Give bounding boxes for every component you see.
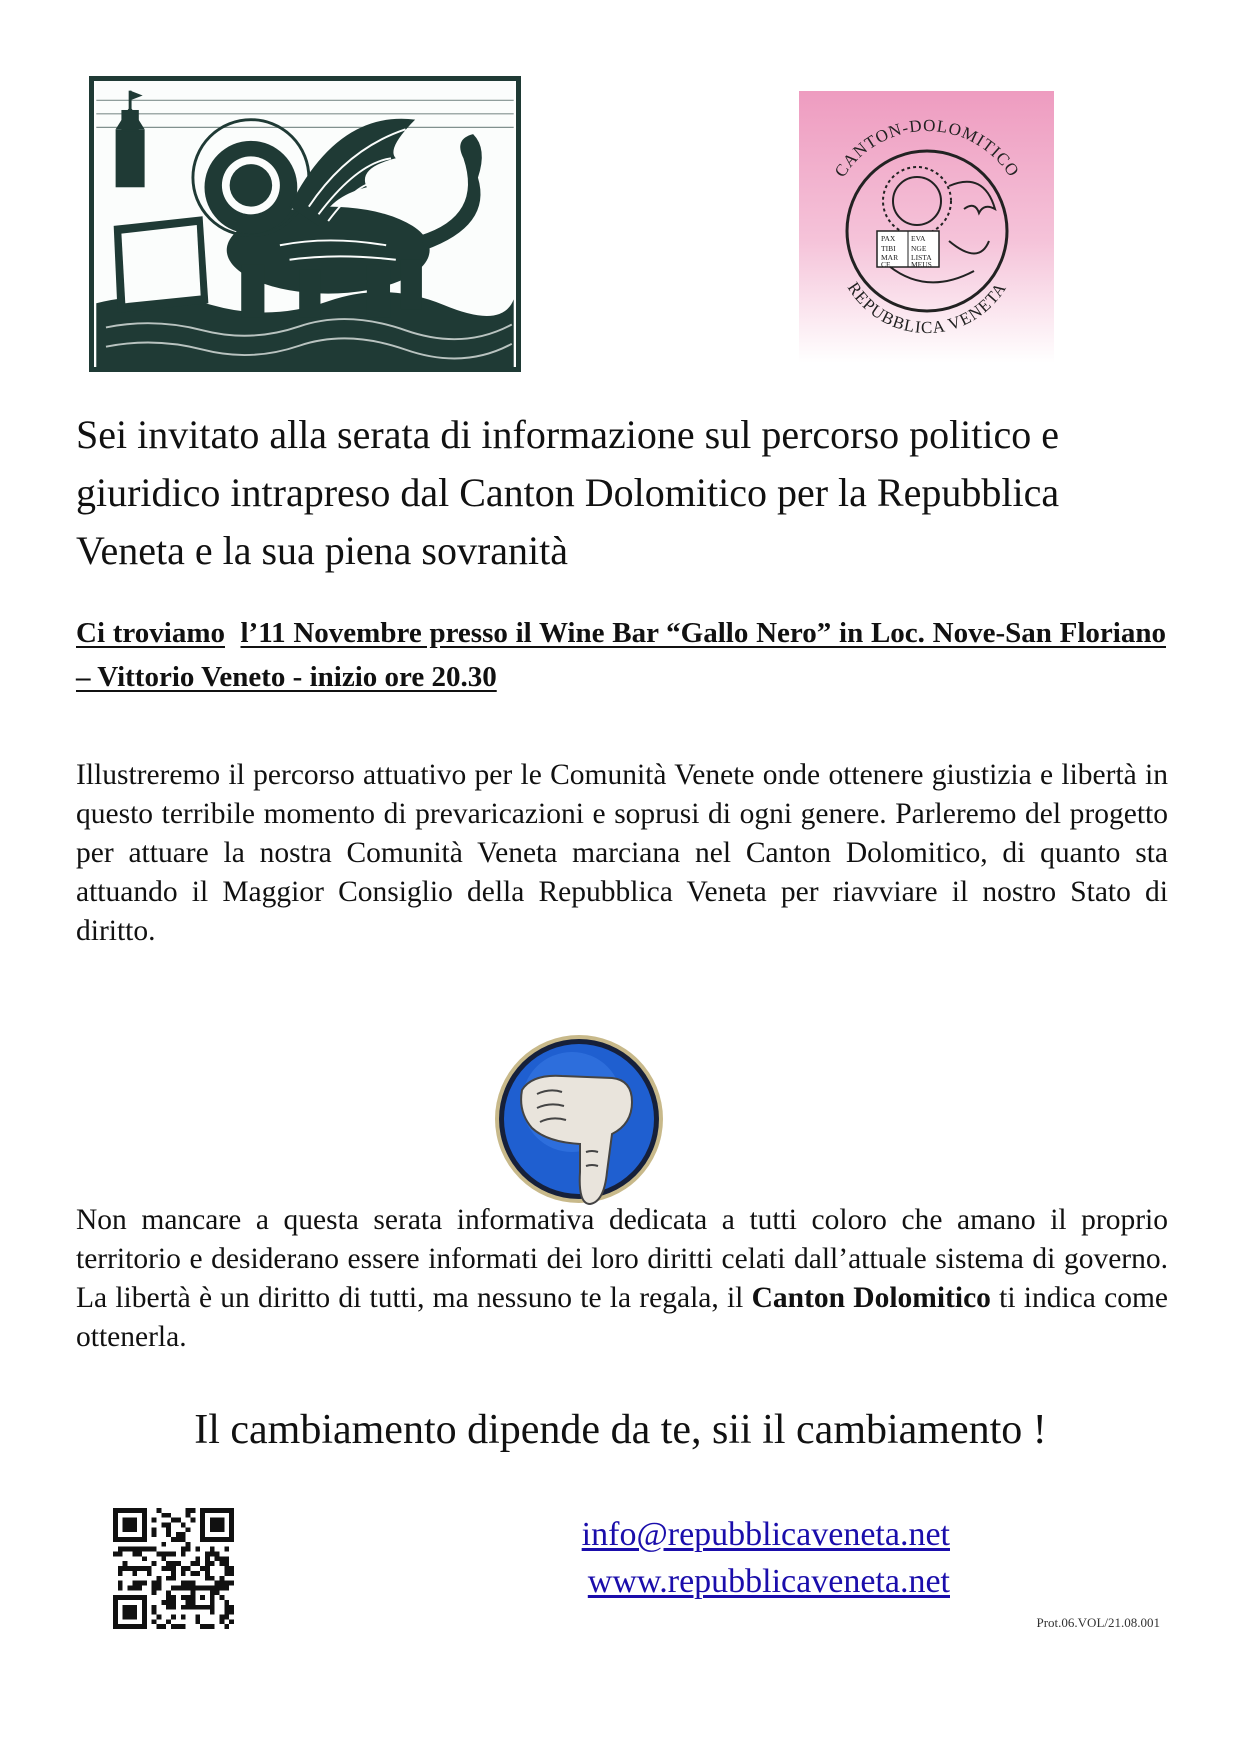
- svg-text:MEUS: MEUS: [911, 260, 932, 269]
- svg-text:EVA: EVA: [911, 234, 926, 243]
- email-link[interactable]: info@repubblicaveneta.net: [581, 1516, 950, 1553]
- cta-text-after: ti indica come ottenerla.: [76, 1282, 1168, 1353]
- meeting-details: [76, 611, 1166, 699]
- winged-lion-woodcut: [89, 76, 521, 372]
- canton-dolomitico-seal-icon: [799, 91, 1054, 363]
- svg-text:TIBI: TIBI: [881, 244, 896, 253]
- svg-text:REPUBBLICA VENETA: REPUBBLICA VENETA: [843, 278, 1011, 338]
- svg-text:LISTA: LISTA: [911, 253, 932, 262]
- qr-code-icon: [113, 1508, 234, 1629]
- winged-lion-of-saint-mark-icon: [94, 81, 516, 367]
- cta-text-before: Non mancare a questa serata informativa dedicata a tutti coloro che amano il proprio territorio e desiderano essere informati dei loro diritti celati dall’attuale sistema di governo. La libertà è un diritto di tutti, ma nessuno te la regala, il: [76, 1204, 1168, 1314]
- pointing-finger-badge: [492, 1032, 666, 1210]
- call-to-action-paragraph: [76, 1201, 1168, 1357]
- protocol-number: Prot.06.VOL/21.08.001: [1036, 1615, 1160, 1630]
- intro-paragraph: Sei invitato alla serata di informazione sul percorso politico e giuridico intrapreso dal Canton Dolomitico per la Repubblica Veneta e la sua piena sovranità: [76, 412, 1060, 573]
- qr-code[interactable]: [113, 1508, 234, 1629]
- canton-dolomitico-seal: [799, 91, 1054, 363]
- svg-text:CANTON-DOLOMITICO: CANTON-DOLOMITICO: [830, 115, 1024, 181]
- slogan: Il cambiamento dipende da te, sii il cambiamento !: [194, 1407, 1047, 1453]
- website-link[interactable]: www.repubblicaveneta.net: [587, 1563, 950, 1600]
- description-paragraph: Illustreremo il percorso attuativo per le Comunità Venete onde ottenere giustizia e libertà in questo terribile momento di prevaricazioni e soprusi di ogni genere. Parleremo del progetto per attuare la nostra Comunità Veneta marciana nel Canton Dolomitico, di quanto sta attuando il Maggior Consiglio della Repubblica Veneta per riavviare il nostro Stato di diritto.: [76, 759, 1168, 947]
- pointing-finger-icon: [492, 1032, 666, 1210]
- svg-text:PAX: PAX: [881, 234, 896, 243]
- svg-text:MAR: MAR: [881, 253, 899, 262]
- svg-text:NGE: NGE: [911, 244, 927, 253]
- meeting-lead: Ci troviamo: [76, 617, 225, 649]
- svg-text:CE: CE: [881, 260, 891, 269]
- meeting-date-place: l’11 Novembre presso il Wine Bar “Gallo Nero” in Loc. Nove-San Floriano – Vittorio Veneto - inizio ore 20.30: [76, 617, 1166, 693]
- cta-bold-name: Canton Dolomitico: [751, 1282, 991, 1314]
